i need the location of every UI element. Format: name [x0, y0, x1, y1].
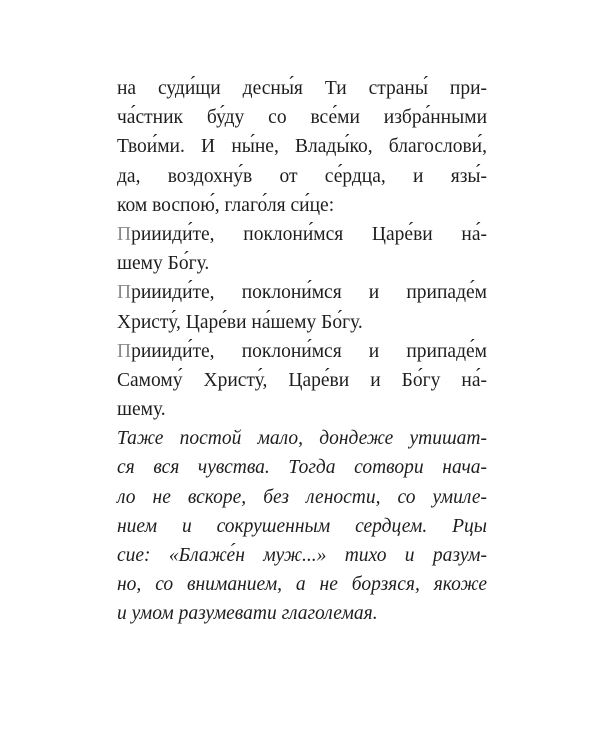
line-text: Таже постой мало, дондеже утишат- — [117, 428, 487, 450]
line-text: сие: «Блаже́н муж...» тихо и разум- — [117, 545, 487, 566]
line-text: да, воздохну́в от се́рдца, и язы́- — [117, 165, 487, 187]
text-line — [117, 74, 487, 103]
text-line — [117, 162, 487, 191]
line-text: шему Бо́гу. — [117, 253, 210, 275]
drop-initial: П — [117, 223, 132, 245]
text-line — [117, 191, 487, 220]
line-text: Самому́ Христу́, Царе́ви и Бо́гу на́- — [117, 369, 487, 391]
line-text: и умом разумевати глаголемая. — [117, 603, 378, 625]
text-line — [117, 220, 487, 249]
line-text: ча́стник бу́ду со все́ми избра́нными — [117, 107, 487, 129]
text-line — [117, 570, 487, 599]
drop-initial: П — [117, 282, 132, 304]
line-text: риииди́те, поклони́мся и припаде́м — [131, 340, 487, 362]
text-line — [117, 366, 487, 395]
text-line — [117, 337, 487, 366]
text-line — [117, 541, 487, 570]
text-block — [117, 74, 487, 629]
text-line — [117, 512, 487, 541]
line-text: Христу́, Царе́ви на́шему Бо́гу. — [117, 311, 363, 333]
text-line — [117, 395, 487, 424]
text-line — [117, 249, 487, 278]
line-text: но, со вниманием, а не борзяся, якоже — [117, 574, 487, 596]
line-text: Твои́ми. И ны́не, Влады́ко, благослови́, — [117, 136, 487, 158]
line-text: риииди́те, поклони́мся и припаде́м — [131, 282, 487, 304]
line-text: риииди́те, поклони́мся Царе́ви на́- — [131, 223, 487, 245]
text-line — [117, 483, 487, 512]
line-text: ся вся чувства. Тогда сотвори нача- — [117, 457, 487, 479]
text-line — [117, 308, 487, 337]
line-text: нием и сокрушенным сердцем. Рцы — [117, 515, 487, 537]
text-line — [117, 424, 487, 453]
text-line — [117, 599, 487, 628]
text-line — [117, 103, 487, 132]
line-text: ло не вскоре, без лености, со умиле- — [117, 486, 487, 508]
text-line — [117, 278, 487, 307]
line-text: на суди́щи десны́я Ти страны́ при- — [117, 78, 487, 99]
line-text: ком воспою́, глаго́ля си́це: — [117, 194, 335, 216]
drop-initial: П — [117, 340, 132, 362]
text-line — [117, 453, 487, 482]
text-line — [117, 132, 487, 161]
line-text: шему. — [117, 399, 166, 421]
